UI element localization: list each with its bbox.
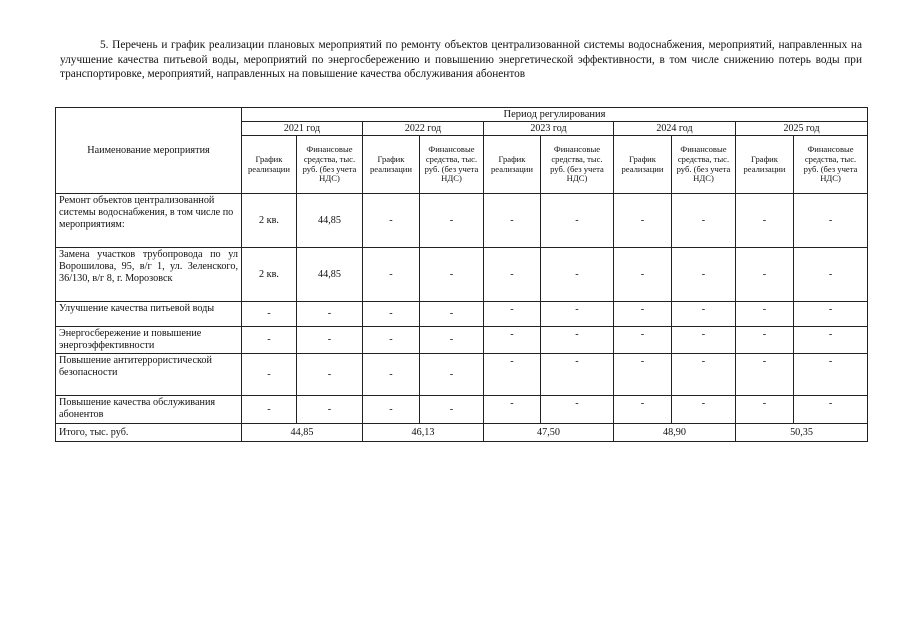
cell-value: - <box>242 396 297 424</box>
cell-value: - <box>736 396 794 424</box>
cell-value: - <box>242 354 297 396</box>
cell-value: - <box>484 327 541 354</box>
cell-value: - <box>736 302 794 327</box>
section-heading: 5. Перечень и график реализации плановых мероприятий по ремонту объектов централизованной системы водоснабжения, мероприятий, направленных на улучшение качества питьевой воды, мероприятий по энергосбережению и повышению энергетической эффективности, в том числе снижению потерь воды при транспортировке, мероприятий, направленных на повышение качества обслуживания абонентов <box>60 39 862 80</box>
cell-value: - <box>541 194 614 248</box>
header-year-2024: 2024 год <box>614 122 736 136</box>
table-row <box>56 302 868 327</box>
table-row <box>56 194 868 248</box>
header-period: Период регулирования <box>242 108 868 122</box>
cell-value: - <box>736 248 794 302</box>
cell-value: - <box>672 248 736 302</box>
cell-value: - <box>363 354 420 396</box>
cell-value: - <box>614 396 672 424</box>
cell-value: - <box>541 354 614 396</box>
cell-value: - <box>614 327 672 354</box>
cell-value: - <box>420 396 484 424</box>
cell-value: - <box>794 354 868 396</box>
cell-value: - <box>736 354 794 396</box>
cell-value: - <box>363 194 420 248</box>
cell-value: - <box>363 396 420 424</box>
activity-name: Замена участков трубопровода по ул Ворошилова, 95, в/г 1, ул. Зеленского, 36/130, в/г 8, г. Морозовск <box>56 248 242 302</box>
total-2025: 50,35 <box>736 424 868 442</box>
cell-value: - <box>794 194 868 248</box>
cell-value: - <box>242 327 297 354</box>
cell-value: - <box>541 396 614 424</box>
cell-value: - <box>297 354 363 396</box>
table-row <box>56 354 868 396</box>
header-schedule: График реализации <box>736 136 794 194</box>
cell-value: - <box>420 354 484 396</box>
cell-value: - <box>484 354 541 396</box>
activity-name: Ремонт объектов централизованной системы водоснабжения, в том числе по мероприятиям: <box>56 194 242 248</box>
header-schedule: График реализации <box>614 136 672 194</box>
cell-value: - <box>363 302 420 327</box>
cell-value: - <box>484 396 541 424</box>
cell-value: 44,85 <box>297 248 363 302</box>
cell-value: - <box>794 302 868 327</box>
cell-value: - <box>614 354 672 396</box>
cell-value: - <box>614 248 672 302</box>
total-2024: 48,90 <box>614 424 736 442</box>
cell-value: - <box>242 302 297 327</box>
header-finance: Финансовые средства, тыс. руб. (без учета НДС) <box>794 136 868 194</box>
cell-value: - <box>672 194 736 248</box>
header-year-2025: 2025 год <box>736 122 868 136</box>
cell-value: - <box>297 302 363 327</box>
cell-value: - <box>672 354 736 396</box>
header-schedule: График реализации <box>484 136 541 194</box>
total-2021: 44,85 <box>242 424 363 442</box>
header-activity-name: Наименование мероприятия <box>56 108 242 194</box>
header-year-2023: 2023 год <box>484 122 614 136</box>
cell-value: - <box>297 327 363 354</box>
cell-value: - <box>420 194 484 248</box>
table-row <box>56 327 868 354</box>
cell-value: - <box>484 302 541 327</box>
table-row <box>56 396 868 424</box>
cell-value: - <box>541 327 614 354</box>
cell-value: - <box>794 248 868 302</box>
cell-value: - <box>794 327 868 354</box>
activity-name: Повышение качества обслуживания абонентов <box>56 396 242 424</box>
cell-value: - <box>363 327 420 354</box>
cell-value: - <box>672 302 736 327</box>
cell-value: - <box>541 248 614 302</box>
cell-value: - <box>672 327 736 354</box>
total-row <box>56 424 868 442</box>
activity-name: Повышение антитеррористической безопасности <box>56 354 242 396</box>
cell-value: - <box>420 327 484 354</box>
header-finance: Финансовые средства, тыс. руб. (без учета НДС) <box>420 136 484 194</box>
cell-value: - <box>614 194 672 248</box>
cell-value: - <box>484 194 541 248</box>
cell-value: 2 кв. <box>242 248 297 302</box>
cell-value: 44,85 <box>297 194 363 248</box>
table-row <box>56 248 868 302</box>
header-finance: Финансовые средства, тыс. руб. (без учета НДС) <box>672 136 736 194</box>
header-schedule: График реализации <box>242 136 297 194</box>
header-year-2022: 2022 год <box>363 122 484 136</box>
cell-value: - <box>363 248 420 302</box>
activity-name: Улучшение качества питьевой воды <box>56 302 242 327</box>
cell-value: - <box>297 396 363 424</box>
cell-value: - <box>736 327 794 354</box>
total-2023: 47,50 <box>484 424 614 442</box>
cell-value: - <box>420 302 484 327</box>
header-year-2021: 2021 год <box>242 122 363 136</box>
header-finance: Финансовые средства, тыс. руб. (без учета НДС) <box>541 136 614 194</box>
activity-name: Энергосбережение и повышение энергоэффективности <box>56 327 242 354</box>
header-schedule: График реализации <box>363 136 420 194</box>
cell-value: - <box>614 302 672 327</box>
cell-value: - <box>420 248 484 302</box>
cell-value: - <box>484 248 541 302</box>
cell-value: 2 кв. <box>242 194 297 248</box>
cell-value: - <box>541 302 614 327</box>
cell-value: - <box>794 396 868 424</box>
total-2022: 46,13 <box>363 424 484 442</box>
total-label: Итого, тыс. руб. <box>56 424 242 442</box>
cell-value: - <box>672 396 736 424</box>
activities-table <box>55 107 868 442</box>
cell-value: - <box>736 194 794 248</box>
header-finance: Финансовые средства, тыс. руб. (без учета НДС) <box>297 136 363 194</box>
